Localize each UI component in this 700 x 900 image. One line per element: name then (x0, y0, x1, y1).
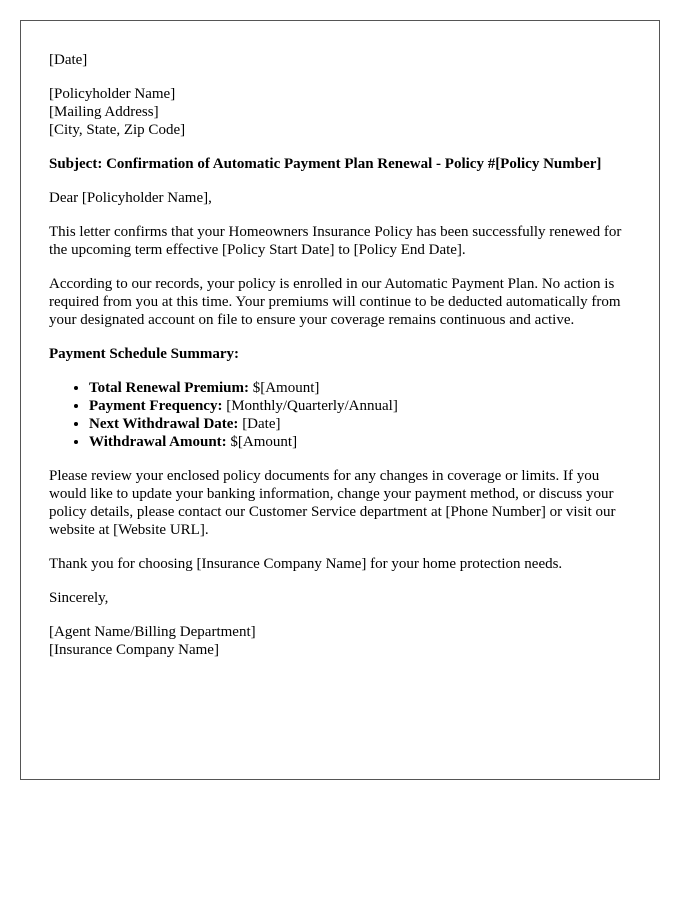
body-paragraph-thanks: Thank you for choosing [Insurance Company Name] for your home protection needs. (49, 556, 563, 572)
closing: Sincerely, (49, 590, 109, 606)
signature-sender: [Agent Name/Billing Department] (49, 624, 256, 640)
signature-company: [Insurance Company Name] (49, 642, 219, 658)
schedule-item-label: Total Renewal Premium: (89, 380, 249, 396)
schedule-item-next-withdrawal-date (89, 415, 631, 433)
letter-subject: Subject: Confirmation of Automatic Payment Plan Renewal - Policy #[Policy Number] (49, 156, 602, 172)
payment-schedule-list (49, 379, 631, 451)
schedule-item-withdrawal-amount (89, 433, 631, 451)
schedule-item-value: $[Amount] (248, 380, 320, 396)
schedule-item-value: [Monthly/Quarterly/Annual] (222, 398, 398, 414)
salutation: Dear [Policyholder Name], (49, 190, 212, 206)
recipient-mailing-address: [Mailing Address] (49, 104, 159, 120)
schedule-item-label: Next Withdrawal Date: (89, 416, 239, 432)
schedule-item-value: $[Amount] (226, 434, 298, 450)
schedule-item-frequency (89, 397, 631, 415)
schedule-item-label: Payment Frequency: (89, 398, 223, 414)
body-paragraph-autopay: According to our records, your policy is enrolled in our Automatic Payment Plan. No action is required from you at this time. Your premiums will continue to be deducted automatically from your designated account on file to ensure your coverage remains continuous and active. (49, 276, 621, 328)
schedule-item-value: [Date] (238, 416, 281, 432)
letter-date: [Date] (49, 52, 88, 68)
letter-document (20, 20, 660, 780)
schedule-item-label: Withdrawal Amount: (89, 434, 227, 450)
recipient-address-block (49, 85, 631, 139)
signature-block (49, 623, 631, 659)
schedule-heading: Payment Schedule Summary: (49, 346, 239, 362)
recipient-name: [Policyholder Name] (49, 86, 176, 102)
recipient-city-state-zip: [City, State, Zip Code] (49, 122, 186, 138)
schedule-item-total-premium (89, 379, 631, 397)
body-paragraph-confirmation: This letter confirms that your Homeowners Insurance Policy has been successfully renewed for the upcoming term effective [Policy Start Date] to [Policy End Date]. (49, 224, 622, 258)
body-paragraph-contact: Please review your enclosed policy documents for any changes in coverage or limits. If you would like to update your banking information, change your payment method, or discuss your policy details, please contact our Customer Service department at [Phone Number] or visit our website at [Website URL]. (49, 468, 616, 538)
